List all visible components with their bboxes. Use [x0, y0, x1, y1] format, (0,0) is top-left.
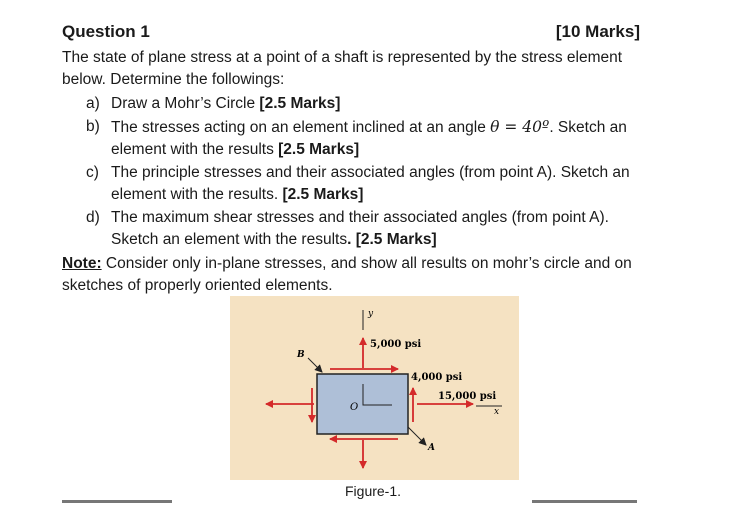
x-axis-label: x: [494, 407, 500, 417]
a-direction-line: [408, 427, 426, 445]
item-b-label: b): [86, 118, 100, 135]
sigma-x-label: 15,000 psi: [438, 391, 497, 402]
question-marks: [10 Marks]: [555, 22, 640, 41]
note-line-1: Note: Consider only in-plane stresses, and show all results on mohr’s circle and on: [62, 255, 632, 272]
origin-label: O: [350, 402, 359, 413]
shear-label: 4,000 psi: [411, 372, 463, 383]
question-header: [62, 22, 640, 46]
theta-equation: θ = 40º: [490, 118, 550, 136]
stress-element-figure: [230, 296, 519, 480]
y-axis-label: y: [368, 309, 374, 319]
item-c-label: c): [86, 164, 99, 181]
note-label: Note:: [62, 255, 102, 272]
figure-caption: Figure-1.: [345, 483, 402, 499]
intro-line-2: below. Determine the followings:: [62, 71, 285, 88]
item-d-text: The maximum shear stresses and their associated angles (from point A). Sketch an element with the results. [2.5 Marks]: [111, 209, 609, 248]
item-a-label: a): [86, 95, 100, 112]
item-d-label: d): [86, 209, 100, 226]
item-b-text: The stresses acting on an element inclined at an angle θ = 40º. Sketch an element with the results [2.5 Marks]: [111, 118, 627, 158]
intro-line-1: The state of plane stress at a point of a shaft is represented by the stress element: [62, 49, 623, 66]
next-question-cutoff: [62, 500, 640, 508]
question-title: Question 1: [62, 22, 150, 41]
item-c-text: The principle stresses and their associated angles (from point A). Sketch an element with the results. [2.5 Marks]: [111, 164, 630, 203]
stress-element-diagram: [230, 296, 519, 480]
point-b-label: B: [297, 350, 305, 360]
note-line-2: sketches of properly oriented elements.: [62, 277, 333, 294]
sigma-y-label: 5,000 psi: [370, 339, 422, 350]
item-a-text: Draw a Mohr’s Circle [2.5 Marks]: [111, 95, 341, 112]
point-a-label: A: [428, 443, 435, 453]
b-direction-line: [308, 358, 322, 372]
